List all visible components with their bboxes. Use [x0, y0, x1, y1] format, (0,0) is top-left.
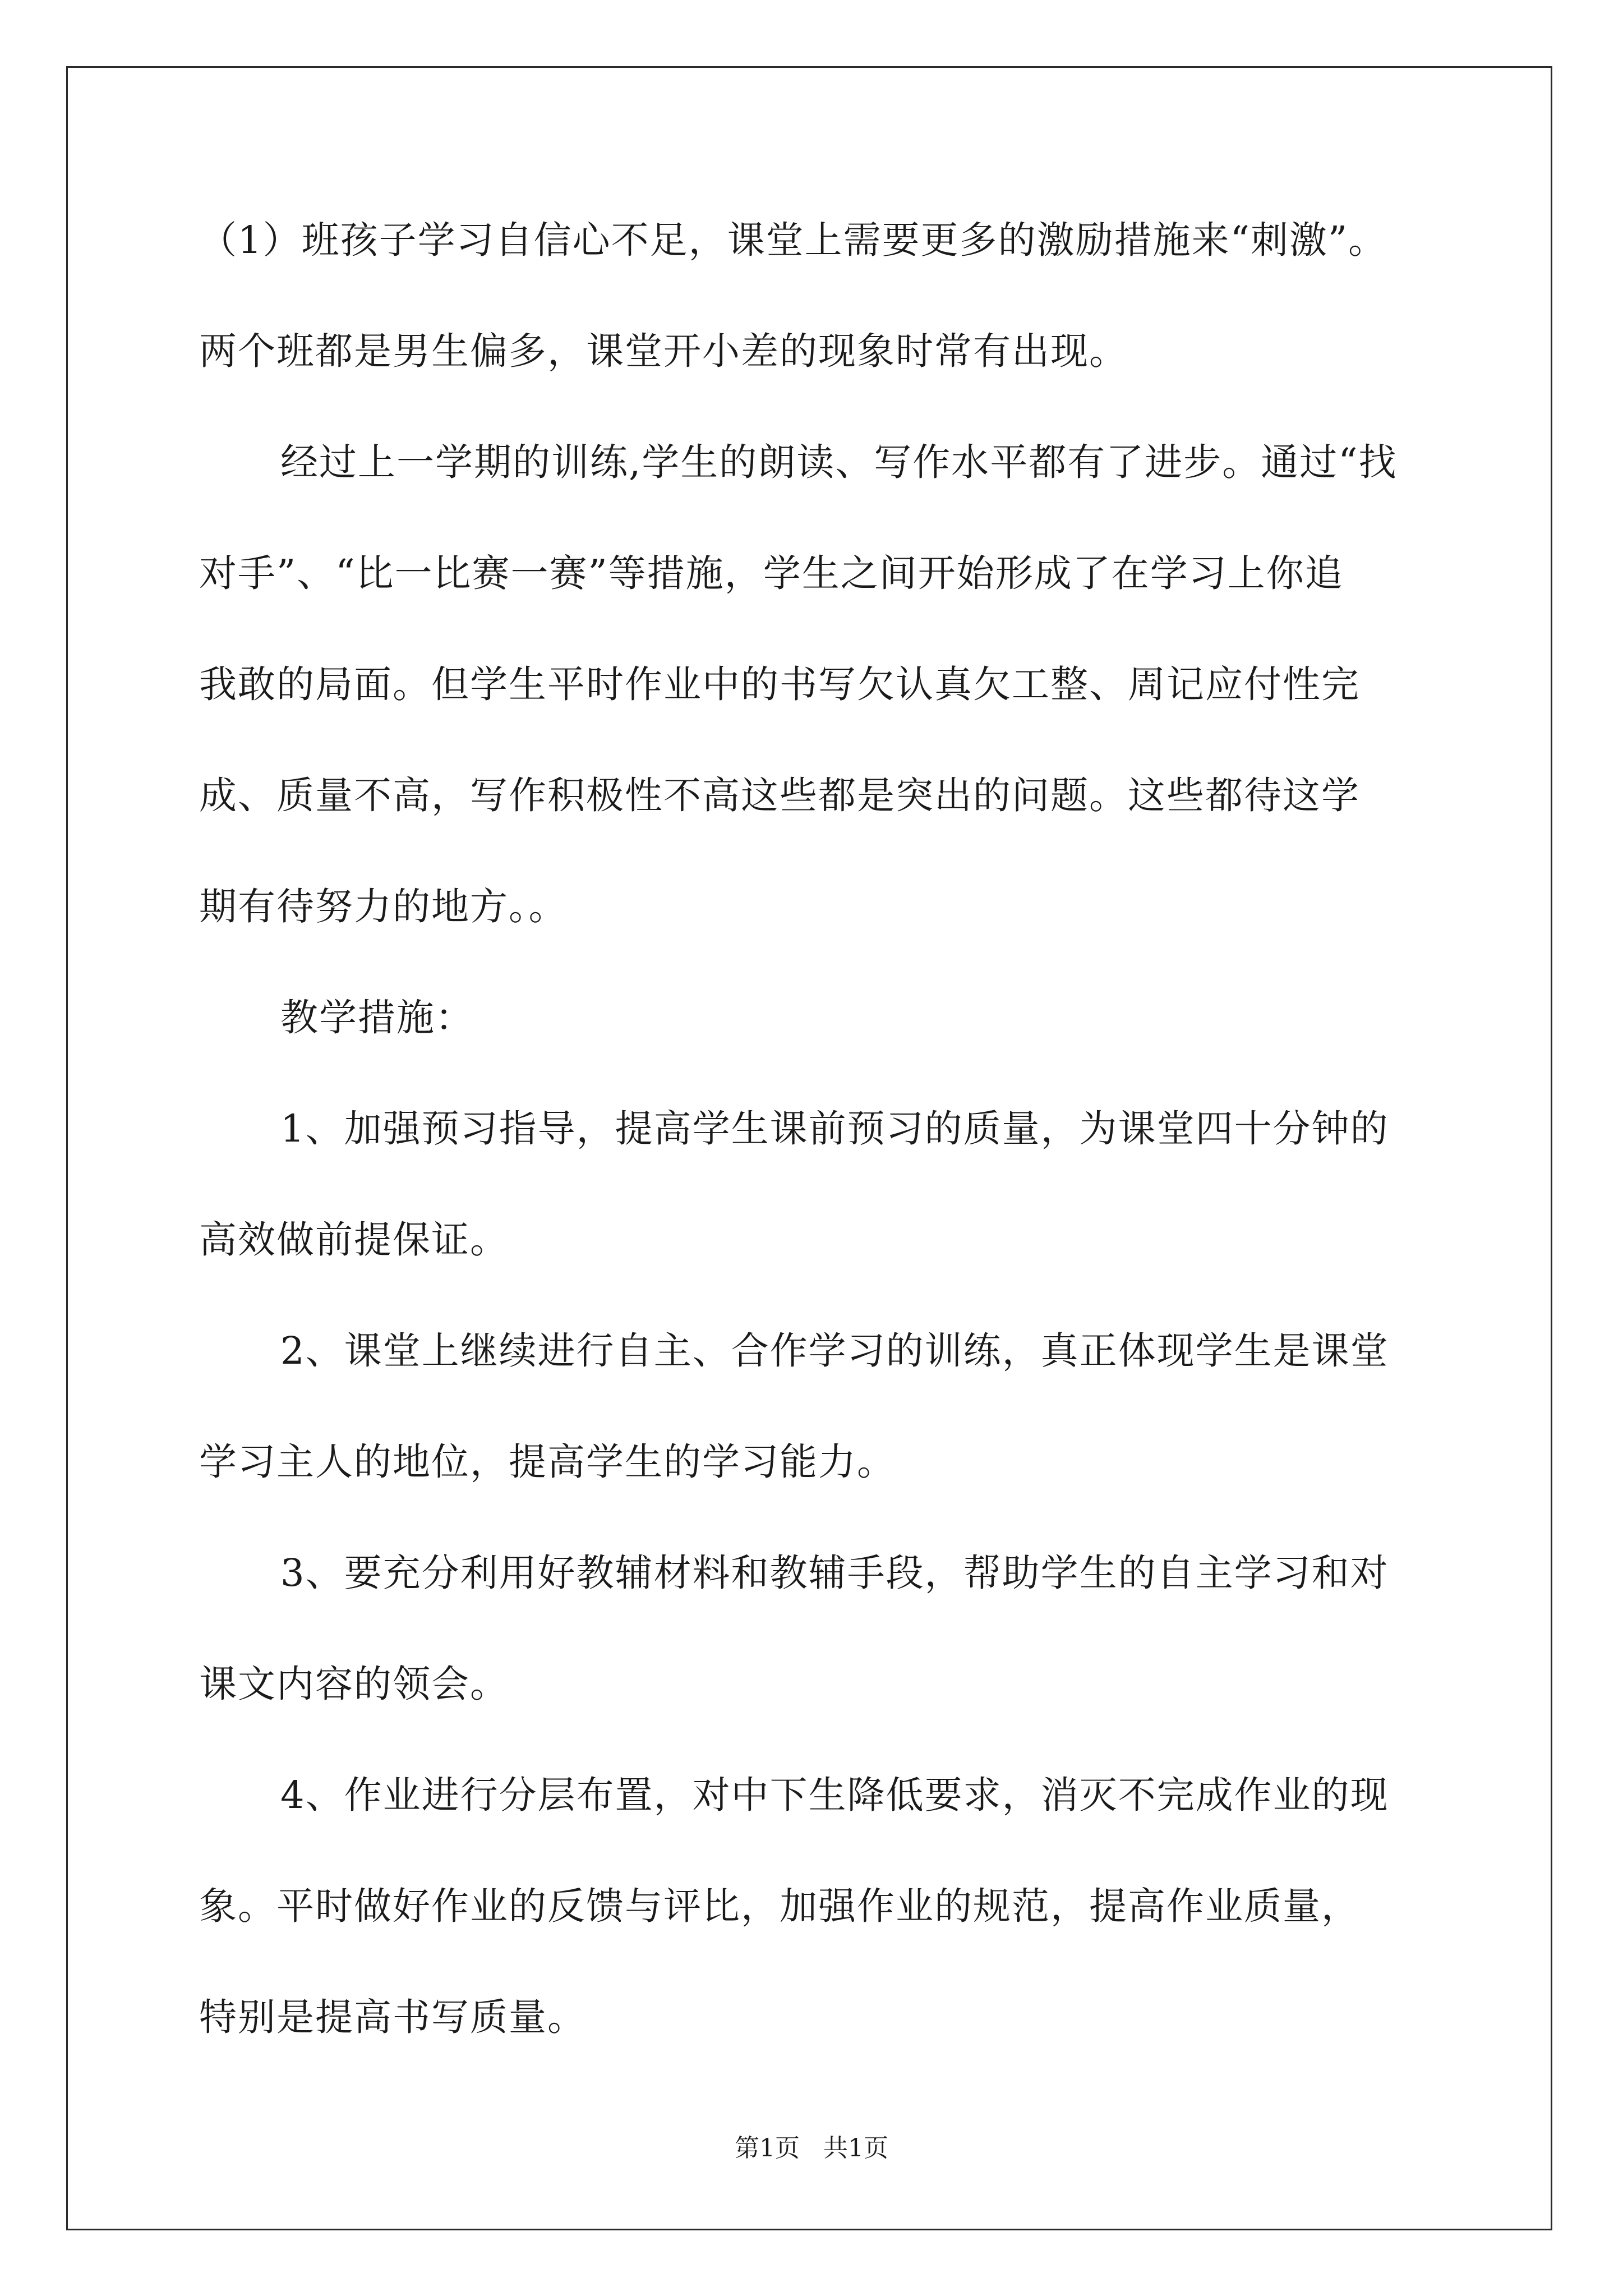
paragraph-line: 2、课堂上继续进行自主、合作学习的训练，真正体现学生是课堂: [280, 1329, 1389, 1373]
paragraph-line: 4、作业进行分层布置，对中下生降低要求，消灭不完成作业的现: [280, 1773, 1389, 1817]
paragraph-line: 期有待努力的地方。。: [199, 885, 568, 928]
paragraph-line: （1）班孩子学习自信心不足，课堂上需要更多的激励措施来“刺激”。: [199, 218, 1387, 262]
page-number: 第1页: [735, 2134, 800, 2162]
paragraph-line: 对手”、“比一比赛一赛”等措施，学生之间开始形成了在学习上你追: [199, 551, 1344, 595]
page-total: 共1页: [823, 2134, 888, 2162]
section-heading: 教学措施：: [280, 996, 474, 1039]
page-footer: [0, 2136, 1623, 2161]
paragraph-line: 经过上一学期的训练,学生的朗读、写作水平都有了进步。通过“找: [280, 440, 1398, 484]
paragraph-line: 我敢的局面。但学生平时作业中的书写欠认真欠工整、周记应付性完: [199, 662, 1360, 706]
paragraph-line: 学习主人的地位，提高学生的学习能力。: [199, 1440, 896, 1484]
paragraph-line: 3、要充分利用好教辅材料和教辅手段，帮助学生的自主学习和对: [280, 1551, 1389, 1595]
paragraph-line: 象。平时做好作业的反馈与评比，加强作业的规范，提高作业质量，: [199, 1884, 1360, 1928]
paragraph-line: 1、加强预习指导，提高学生课前预习的质量，为课堂四十分钟的: [280, 1107, 1389, 1151]
paragraph-line: 课文内容的领会。: [199, 1662, 509, 1706]
paragraph-line: 两个班都是男生偏多，课堂开小差的现象时常有出现。: [199, 329, 1128, 373]
paragraph-line: 特别是提高书写质量。: [199, 1995, 586, 2039]
paragraph-line: 成、质量不高，写作积极性不高这些都是突出的问题。这些都待这学: [199, 774, 1360, 817]
paragraph-line: 高效做前提保证。: [199, 1218, 509, 1262]
